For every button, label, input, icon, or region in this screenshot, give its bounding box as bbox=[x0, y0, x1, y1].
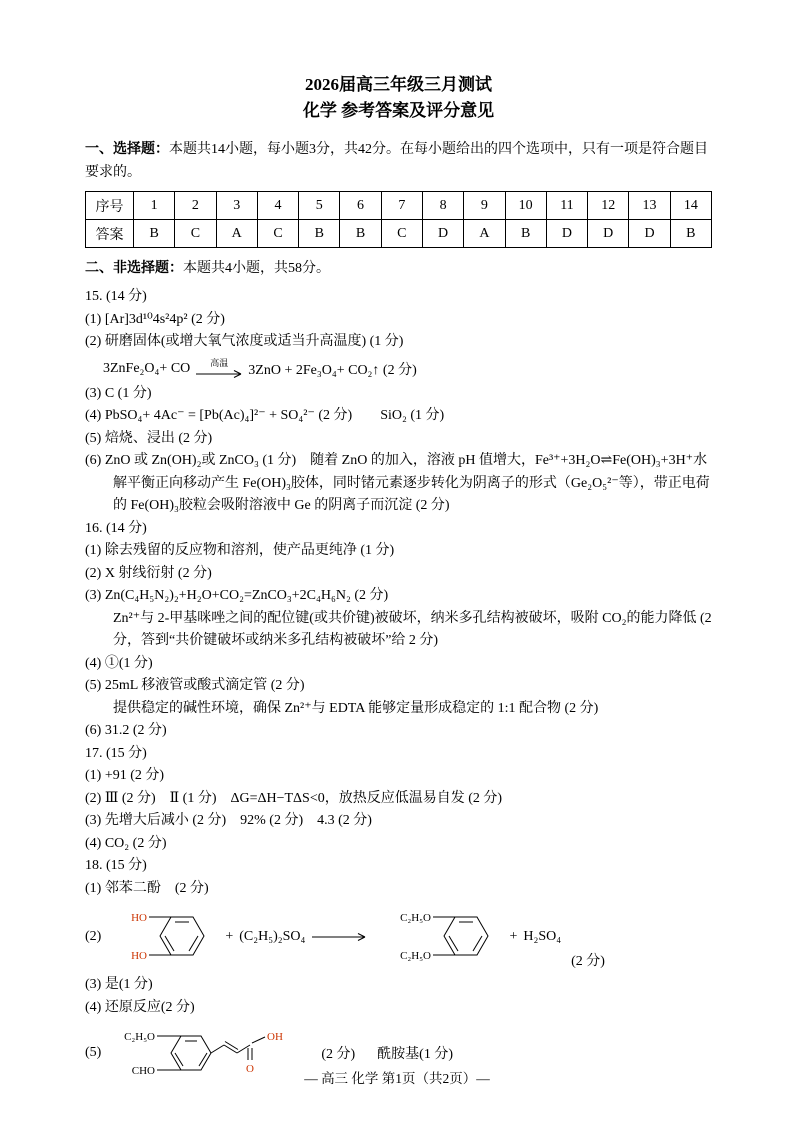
reaction-condition: 高温 bbox=[210, 358, 229, 368]
q16-answer-3-explanation: Zn²⁺与 2-甲基咪唑之间的配位键(或共价键)被破坏，纳米多孔结构被破坏，吸附 CO₂的能力降低 (2分，答到“共价键破坏或纳米多孔结构被破坏”给 2 分) bbox=[113, 610, 712, 648]
question-number: 3 bbox=[216, 192, 257, 220]
ethoxy-label: C₂H₅O bbox=[400, 950, 432, 962]
q18-answer-5-label: (5) bbox=[85, 1045, 102, 1060]
q18-answer-5-extra: 酰胺基(1 分) bbox=[377, 1047, 453, 1062]
question-number: 4 bbox=[257, 192, 298, 220]
answer-table-number-row bbox=[86, 192, 712, 220]
q16-answer-5-explanation: 提供稳定的碱性环境，确保 Zn²⁺与 EDTA 能够定量形成稳定的 1:1 配合物 (2 分) bbox=[113, 700, 599, 716]
carbonyl-oxygen-label: O bbox=[246, 1063, 255, 1075]
q17-answer-2: (2) Ⅲ (2 分) Ⅱ (1 分) ΔG=ΔH−TΔS<0，放热反应低温易自发 (2 分) bbox=[85, 790, 503, 806]
arrow-icon bbox=[311, 932, 367, 942]
reaction-arrow bbox=[195, 359, 243, 378]
plus-sign: + bbox=[509, 929, 518, 944]
page-footer: — 高三 化学 第1页（共2页）— bbox=[304, 1071, 490, 1086]
free-response-section-heading bbox=[85, 257, 712, 280]
formyl-label: CHO bbox=[132, 1065, 156, 1077]
question-number: 7 bbox=[381, 192, 422, 220]
equation-right: 3ZnO + 2Fe₃O₄+ CO₂↑ (2 分) bbox=[248, 362, 417, 378]
q18-answer-2 bbox=[85, 904, 712, 970]
q16-answer-5: (5) 25mL 移液管或酸式滴定管 (2 分) bbox=[85, 678, 305, 693]
q15-answer-1: (1) [Ar]3d¹⁰4s²4p² (2 分) bbox=[85, 311, 225, 327]
answer-cell: B bbox=[134, 220, 175, 248]
q17-header: 17. (15 分) bbox=[85, 745, 147, 761]
q16-answer-6: (6) 31.2 (2 分) bbox=[85, 723, 167, 738]
answer-cell: D bbox=[588, 220, 629, 248]
ethoxy-label: C₂H₅O bbox=[124, 1031, 156, 1043]
choice-heading-text: 本题共14小题，每小题3分，共42分。在每小题给出的四个选项中，只有一项是符合题目要求的。 bbox=[85, 142, 708, 180]
question-number: 12 bbox=[588, 192, 629, 220]
reagent-formula: (C₂H₅)₂SO₄ bbox=[239, 929, 306, 944]
q18-answer-2-label: (2) bbox=[85, 929, 102, 944]
answer-cell: B bbox=[340, 220, 381, 248]
choice-section-heading bbox=[85, 138, 712, 184]
q18-answer-1: (1) 邻苯二酚 (2 分) bbox=[85, 880, 209, 896]
catechol-structure bbox=[107, 904, 219, 970]
q16-answer-2: (2) X 射线衍射 (2 分) bbox=[85, 565, 212, 581]
page-title: 2026届高三年级三月测试 bbox=[305, 75, 492, 94]
answer-cell: C bbox=[257, 220, 298, 248]
answer-cell: D bbox=[629, 220, 670, 248]
score-label: (2 分) bbox=[321, 1047, 356, 1062]
q15-answer-3: (3) C (1 分) bbox=[85, 385, 152, 401]
question-number: 10 bbox=[505, 192, 546, 220]
choice-heading-lead: 一、选择题： bbox=[85, 142, 169, 157]
hydroxyl-label: HO bbox=[131, 912, 148, 924]
free-response-heading-lead: 二、非选择题： bbox=[85, 261, 183, 276]
q16-header: 16. (14 分) bbox=[85, 520, 147, 536]
hydroxyl-label: HO bbox=[131, 950, 148, 962]
answer-cell: D bbox=[546, 220, 587, 248]
q15-answer-6: (6) ZnO 或 Zn(OH)₂或 ZnCO₃ (1 分) 随着 ZnO 的加入，溶液 pH 值增大，Fe³⁺+3H₂O⇌Fe(OH)₃+3H⁺水解平衡正向移动产生 Fe(OH)₃胶体，同时锗元素逐步转化为阴离子的形式（Ge₂O₅²⁻等），带正电荷的 Fe(OH)₃胶粒会吸附溶液中 Ge 的阴离子而沉淀 (2 分) bbox=[85, 453, 710, 513]
diethoxybenzene-structure bbox=[373, 904, 503, 970]
q15-equation bbox=[103, 359, 712, 379]
answer-cell: C bbox=[175, 220, 216, 248]
q15-answer-2: (2) 研磨固体(或增大氧气浓度或适当升高温度) (1 分) bbox=[85, 334, 404, 349]
plus-sign: + bbox=[225, 929, 234, 944]
q18-answer-3: (3) 是(1 分) bbox=[85, 977, 153, 992]
question-number: 2 bbox=[175, 192, 216, 220]
answer-cell: A bbox=[464, 220, 505, 248]
question-number: 14 bbox=[670, 192, 711, 220]
arrow-icon bbox=[195, 369, 243, 378]
q15-answer-5: (5) 焙烧、浸出 (2 分) bbox=[85, 430, 213, 446]
equation-left: 3ZnFe₂O₄+ CO bbox=[103, 360, 191, 376]
answer-cell: A bbox=[216, 220, 257, 248]
q17-answer-3: (3) 先增大后减小 (2 分) 92% (2 分) 4.3 (2 分) bbox=[85, 813, 372, 828]
q18-answer-4: (4) 还原反应(2 分) bbox=[85, 999, 195, 1015]
question-number: 11 bbox=[546, 192, 587, 220]
question-number: 9 bbox=[464, 192, 505, 220]
document-content bbox=[85, 72, 712, 1087]
q18-header: 18. (15 分) bbox=[85, 858, 147, 873]
q17-answer-1: (1) +91 (2 分) bbox=[85, 768, 165, 783]
answer-cell: B bbox=[505, 220, 546, 248]
q15-header: 15. (14 分) bbox=[85, 289, 147, 304]
question-number: 1 bbox=[134, 192, 175, 220]
answer-table-answer-row bbox=[86, 220, 712, 248]
question-number: 13 bbox=[629, 192, 670, 220]
question-number: 5 bbox=[299, 192, 340, 220]
answer-row-label: 答案 bbox=[86, 220, 134, 248]
free-response-heading-text: 本题共4小题，共58分。 bbox=[183, 261, 330, 276]
answer-cell: B bbox=[299, 220, 340, 248]
q16-answer-4: (4) ①(1 分) bbox=[85, 655, 153, 671]
answer-cell: C bbox=[381, 220, 422, 248]
hydroxyl-label: OH bbox=[267, 1031, 284, 1043]
number-row-label: 序号 bbox=[86, 192, 134, 220]
question-number: 6 bbox=[340, 192, 381, 220]
byproduct-formula: H₂SO₄ bbox=[523, 929, 562, 944]
answer-table bbox=[85, 191, 712, 248]
q17-answer-4: (4) CO₂ (2 分) bbox=[85, 835, 167, 851]
answer-cell: D bbox=[422, 220, 463, 248]
answer-cell: B bbox=[670, 220, 711, 248]
q16-answer-3: (3) Zn(C₄H₅N₂)₂+H₂O+CO₂=ZnCO₃+2C₄H₆N₂ (2 分) bbox=[85, 588, 389, 603]
question-number: 8 bbox=[422, 192, 463, 220]
ethoxy-label: C₂H₅O bbox=[400, 912, 432, 924]
q15-answer-4: (4) PbSO₄+ 4Ac⁻ = [Pb(Ac)₄]²⁻ + SO₄²⁻ (2 分) SiO₂ (1 分) bbox=[85, 408, 445, 423]
q16-answer-1: (1) 除去残留的反应物和溶剂，使产品更纯净 (1 分) bbox=[85, 543, 395, 558]
page-subtitle: 化学 参考答案及评分意见 bbox=[302, 101, 495, 120]
score-label: (2 分) bbox=[571, 954, 605, 969]
